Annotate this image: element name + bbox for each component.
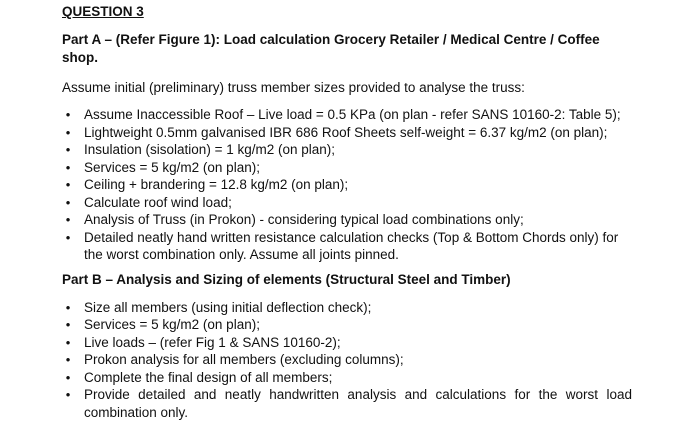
bullet-icon: • [65,107,71,122]
list-item-text: Analysis of Truss (in Prokon) - considering typical load combinations only; [84,212,524,227]
bullet-icon: • [65,142,71,157]
list-item-text: Ceiling + brandering = 12.8 kg/m2 (on plan); [84,177,349,192]
list-item-text: Prokon analysis for all members (excluding columns); [84,352,404,367]
list-item [62,159,632,177]
list-item [62,316,632,334]
bullet-icon: • [65,352,71,367]
bullet-icon: • [65,159,71,175]
list-item [62,106,632,124]
bullet-icon: • [65,194,71,210]
part-a-heading: Part A – (Refer Figure 1): Load calculation Grocery Retailer / Medical Centre / Coffee shop. [62,32,600,65]
list-item [62,211,632,229]
list-item-text: Calculate roof wind load; [84,194,232,210]
list-item [62,176,632,194]
bullet-icon: • [65,212,71,227]
bullet-icon: • [65,124,71,140]
list-item-text: Insulation (sisolation) = 1 kg/m2 (on plan); [84,142,336,157]
list-item [62,141,632,159]
list-item-text: Lightweight 0.5mm galvanised IBR 686 Roof Sheets self-weight = 6.37 kg/m2 (on plan); [84,124,608,140]
bullet-icon: • [65,334,71,350]
list-item-text: Live loads – (refer Fig 1 & SANS 10160-2); [84,334,341,350]
list-item-text: Size all members (using initial deflection check); [84,299,372,315]
bullet-icon: • [65,177,71,192]
list-item [62,299,632,317]
list-item-text: Provide detailed and neatly handwritten analysis and calculations for the worst load combination only. [84,387,632,420]
part-a-intro: Assume initial (preliminary) truss member sizes provided to analyse the truss: [62,80,525,95]
bullet-icon: • [65,299,71,315]
list-item-text: Complete the final design of all members; [84,369,333,385]
question-document [62,4,632,421]
bullet-icon: • [65,317,71,332]
list-item [62,194,632,212]
part-a-list [62,106,632,264]
bullet-icon: • [65,229,71,245]
list-item [62,369,632,387]
list-item [62,334,632,352]
bullet-icon: • [65,369,71,385]
question-title: QUESTION 3 [62,4,144,19]
part-b-heading: Part B – Analysis and Sizing of elements (Structural Steel and Timber) [62,271,511,287]
list-item [62,124,632,142]
bullet-icon: • [65,387,71,402]
list-item-text: Services = 5 kg/m2 (on plan); [84,317,260,332]
part-b-list [62,299,632,422]
list-item [62,386,632,421]
list-item [62,351,632,369]
list-item [62,229,632,264]
list-item-text: Services = 5 kg/m2 (on plan); [84,159,260,175]
list-item-text: Assume Inaccessible Roof – Live load = 0.5 KPa (on plan - refer SANS 10160-2: Table 5); [84,107,621,122]
list-item-text: Detailed neatly hand written resistance calculation checks (Top & Bottom Chords only) for the worst combination only. Assume all joints pinned. [84,229,619,262]
